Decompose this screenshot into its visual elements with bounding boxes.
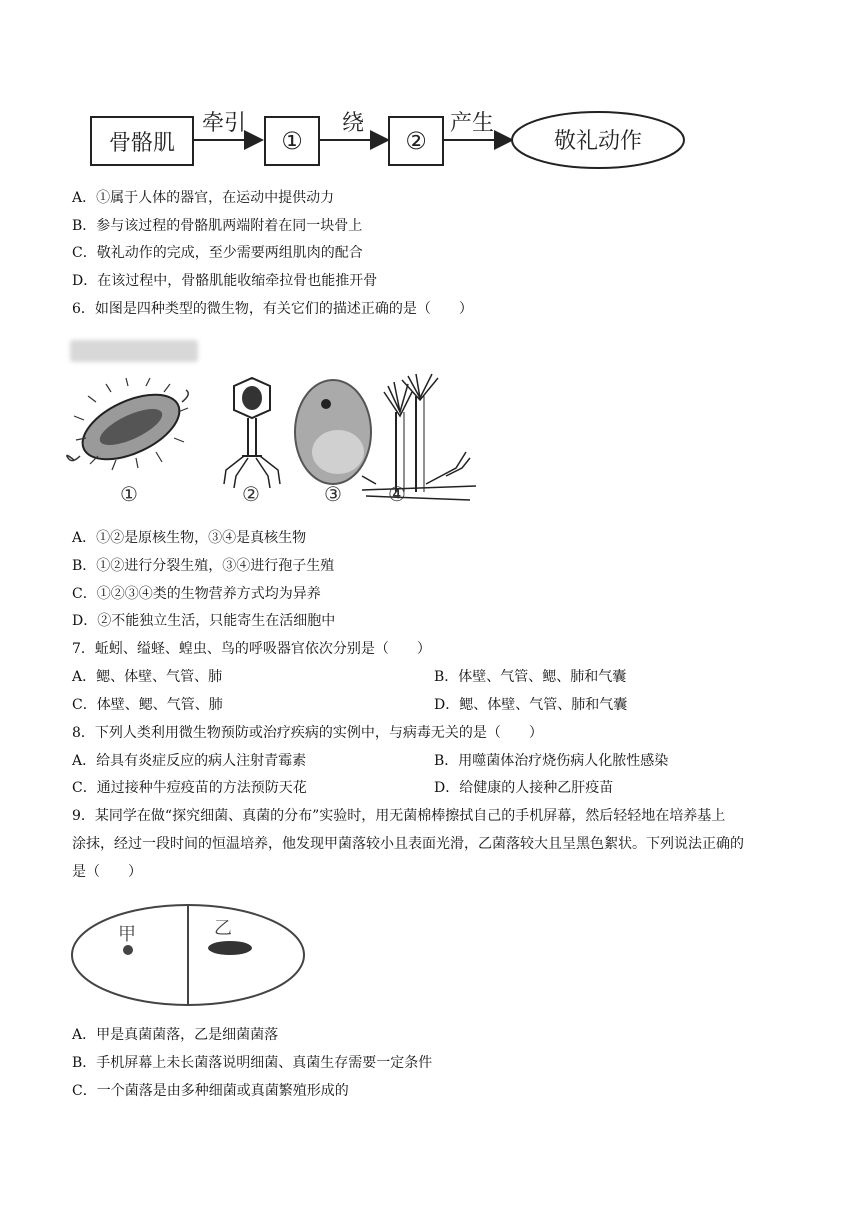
flow-box-label: ② (405, 127, 427, 155)
microorganism-figure (66, 372, 476, 512)
bacteriophage-illustration (224, 378, 280, 488)
figure-label-4: ④ (388, 482, 406, 506)
q9-stem-line-3: 是（ ） (72, 864, 142, 880)
q8-stem: 8．下列人类利用微生物预防或治疗疾病的实例中，与病毒无关的是（ ） (72, 725, 543, 741)
figure-label-1: ① (120, 482, 138, 506)
flow-box-2 (388, 116, 444, 166)
petri-dish-illustration (70, 900, 310, 1010)
q8-option-d: D．给健康的人接种乙肝疫苗 (434, 780, 614, 796)
q7-option-c: C．体壁、鳃、气管、肺 (72, 697, 223, 713)
q9-stem-line-2: 涂抹，经过一段时间的恒温培养，他发现甲菌落较小且表面光滑，乙菌落较大且呈黑色絮状。下列说法正确的 (72, 836, 744, 852)
q5-option-c: C．敬礼动作的完成，至少需要两组肌肉的配合 (72, 245, 363, 261)
petri-dish-figure (70, 900, 310, 1010)
q6-stem: 6．如图是四种类型的微生物，有关它们的描述正确的是（ ） (72, 301, 473, 317)
q5-option-b: B．参与该过程的骨骼肌两端附着在同一块骨上 (72, 218, 363, 234)
q7-stem: 7．蚯蚓、缢蛏、蝗虫、鸟的呼吸器官依次分别是（ ） (72, 641, 431, 657)
flow-arrow-label-1: 牵引 (202, 111, 247, 136)
figure-label-2: ② (242, 482, 260, 506)
q7-option-b: B．体壁、气管、鳃、肺和气囊 (434, 669, 627, 685)
q9-option-c: C．一个菌落是由多种细菌或真菌繁殖形成的 (72, 1083, 349, 1099)
q9-option-b: B．手机屏幕上未长菌落说明细菌、真菌生存需要一定条件 (72, 1055, 433, 1071)
figure-label-3: ③ (324, 482, 342, 506)
q7-option-a: A．鳃、体壁、气管、肺 (72, 669, 223, 685)
q5-option-a: A．①属于人体的器官，在运动中提供动力 (72, 190, 335, 206)
q6-option-b: B．①②进行分裂生殖，③④进行孢子生殖 (72, 558, 335, 574)
q8-option-c: C．通过接种牛痘疫苗的方法预防天花 (72, 780, 307, 796)
flow-box-skeletal-muscle (90, 116, 194, 166)
flow-arrow-label-3: 产生 (450, 111, 495, 136)
flow-diagram (80, 100, 710, 190)
petri-label-jia: 甲 (118, 924, 136, 945)
bacterium-illustration (67, 378, 189, 473)
flow-box-label: ① (281, 127, 303, 155)
petri-label-yi: 乙 (214, 918, 232, 939)
yeast-illustration (295, 380, 371, 484)
q8-option-a: A．给具有炎症反应的病人注射青霉素 (72, 753, 307, 769)
blurred-caption (70, 340, 198, 362)
q5-option-d: D．在该过程中，骨骼肌能收缩牵拉骨也能推开骨 (72, 273, 378, 289)
q6-option-c: C．①②③④类的生物营养方式均为异养 (72, 586, 321, 602)
colony-b-spot (208, 941, 252, 955)
q9-stem-line-1: 9．某同学在做“探究细菌、真菌的分布”实验时，用无菌棉棒擦拭自己的手机屏幕，然后轻轻地在培养基上 (72, 808, 726, 824)
flow-box-label: 骨骼肌 (108, 130, 175, 156)
q9-option-a: A．甲是真菌菌落，乙是细菌菌落 (72, 1027, 279, 1043)
flow-arrow-label-2: 绕 (342, 111, 365, 136)
mold-illustration (362, 374, 476, 500)
q8-option-b: B．用噬菌体治疗烧伤病人化脓性感染 (434, 753, 669, 769)
q6-option-a: A．①②是原核生物，③④是真核生物 (72, 530, 307, 546)
colony-a-dot (123, 945, 133, 955)
flow-ellipse-label: 敬礼动作 (554, 129, 643, 154)
q6-option-d: D．②不能独立生活，只能寄生在活细胞中 (72, 613, 336, 629)
flow-box-1 (264, 116, 320, 166)
q7-option-d: D．鳃、体壁、气管、肺和气囊 (434, 697, 628, 713)
